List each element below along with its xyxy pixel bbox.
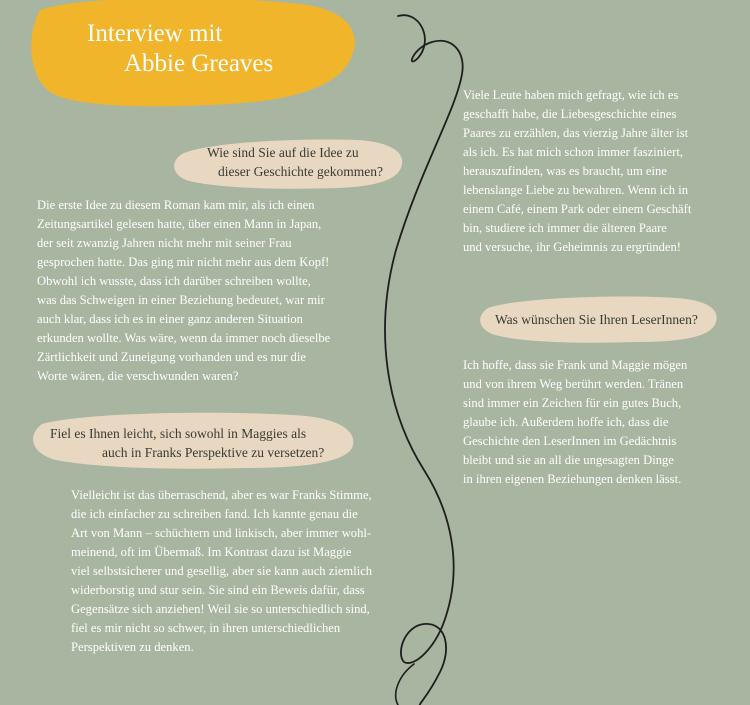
answer-1-line: Obwohl ich wusste, dass ich darüber schreiben wollte,: [37, 274, 311, 288]
question-1-line-1: Wie sind Sie auf die Idee zu: [207, 145, 359, 160]
answer-1-line: Worte wären, die verschwunden waren?: [37, 369, 239, 383]
answer-3-line: als ich. Es hat mich schon immer fasziniert,: [463, 145, 683, 159]
answer-1-line: Zärtlichkeit und Zuneigung vorhanden und es nur die: [37, 350, 306, 364]
answer-1-line: erkunden wollte. Was wäre, wenn da immer noch dieselbe: [37, 331, 331, 345]
title-line-1: Interview mit: [87, 20, 223, 47]
answer-2-line: fiel es mir nicht so schwer, in ihren unterschiedlichen: [71, 621, 341, 635]
answer-2-line: meinend, oft im Übermaß. Im Kontrast dazu ist Maggie: [71, 545, 352, 559]
answer-4: [463, 356, 687, 489]
answer-3-line: Viele Leute haben mich gefragt, wie ich es: [463, 88, 679, 102]
answer-2-line: Perspektiven zu denken.: [71, 640, 194, 654]
answer-4-line: Ich hoffe, dass sie Frank und Maggie mögen: [463, 358, 688, 372]
answer-1-line: gesprochen hatte. Das ging mir nicht mehr aus dem Kopf!: [37, 255, 330, 269]
answer-1-line: Zeitungsartikel gelesen hatte, über einen Mann in Japan,: [37, 217, 322, 231]
answer-3-line: Paares zu erzählen, das vierzig Jahre älter ist: [463, 126, 689, 140]
answer-2-line: Gegensätze sich anziehen! Weil sie so unterschiedlich sind,: [71, 602, 370, 616]
question-2-line-1: Fiel es Ihnen leicht, sich sowohl in Maggies als: [50, 426, 307, 441]
title-line-2: Abbie Greaves: [124, 50, 274, 77]
answer-3-line: herauszufinden, was es braucht, um eine: [463, 164, 667, 178]
answer-2-line: Art von Mann – schüchtern und linkisch, aber immer wohl-: [71, 526, 372, 540]
answer-2-line: Vielleicht ist das überraschend, aber es war Franks Stimme,: [71, 488, 372, 502]
answer-3-line: lebenslange Liebe zu bewahren. Wenn ich in: [463, 183, 689, 197]
answer-1: [37, 196, 330, 386]
answer-1-line: Die erste Idee zu diesem Roman kam mir, als ich einen: [37, 198, 315, 212]
answer-1-line: was das Schweigen in einer Beziehung bedeutet, war mir: [37, 293, 325, 307]
answer-2-line: die ich einfacher zu schreiben fand. Ich kannte genau die: [71, 507, 358, 521]
answer-1-line: der seit zwanzig Jahren nicht mehr mit seiner Frau: [37, 236, 292, 250]
question-2-line-2: auch in Franks Perspektive zu versetzen?: [102, 445, 325, 460]
answer-1-line: auch klar, dass ich es in einer ganz anderen Situation: [37, 312, 303, 326]
answer-2: [71, 486, 372, 657]
answer-2-line: widerborstig und stur sein. Sie sind ein Beweis dafür, dass: [71, 583, 365, 597]
answer-3-line: geschafft habe, die Liebesgeschichte eines: [463, 107, 677, 121]
answer-3: [463, 86, 691, 257]
answer-4-line: Geschichte den LeserInnen im Gedächtnis: [463, 434, 677, 448]
answer-4-line: glaube ich. Außerdem hoffe ich, dass die: [463, 415, 669, 429]
question-1-line-2: dieser Geschichte gekommen?: [218, 164, 383, 179]
answer-3-line: und versuche, ihr Geheimnis zu ergründen!: [463, 240, 681, 254]
answer-3-line: bin, studiere ich immer die älteren Paare: [463, 221, 667, 235]
answer-4-line: und von ihrem Weg berührt werden. Tränen: [463, 377, 684, 391]
answer-4-line: bleibt und sie an all die ungesagten Dinge: [463, 453, 674, 467]
answer-2-line: viel selbstsicherer und gesellig, aber sie kann auch ziemlich: [71, 564, 373, 578]
answer-4-line: sind immer ein Zeichen für ein gutes Buch,: [463, 396, 682, 410]
answer-3-line: einem Café, einem Park oder einem Geschäft: [463, 202, 692, 216]
question-3-line-1: Was wünschen Sie Ihren LeserInnen?: [495, 312, 698, 327]
answer-4-line: in ihren eigenen Beziehungen denken lässt.: [463, 472, 682, 486]
